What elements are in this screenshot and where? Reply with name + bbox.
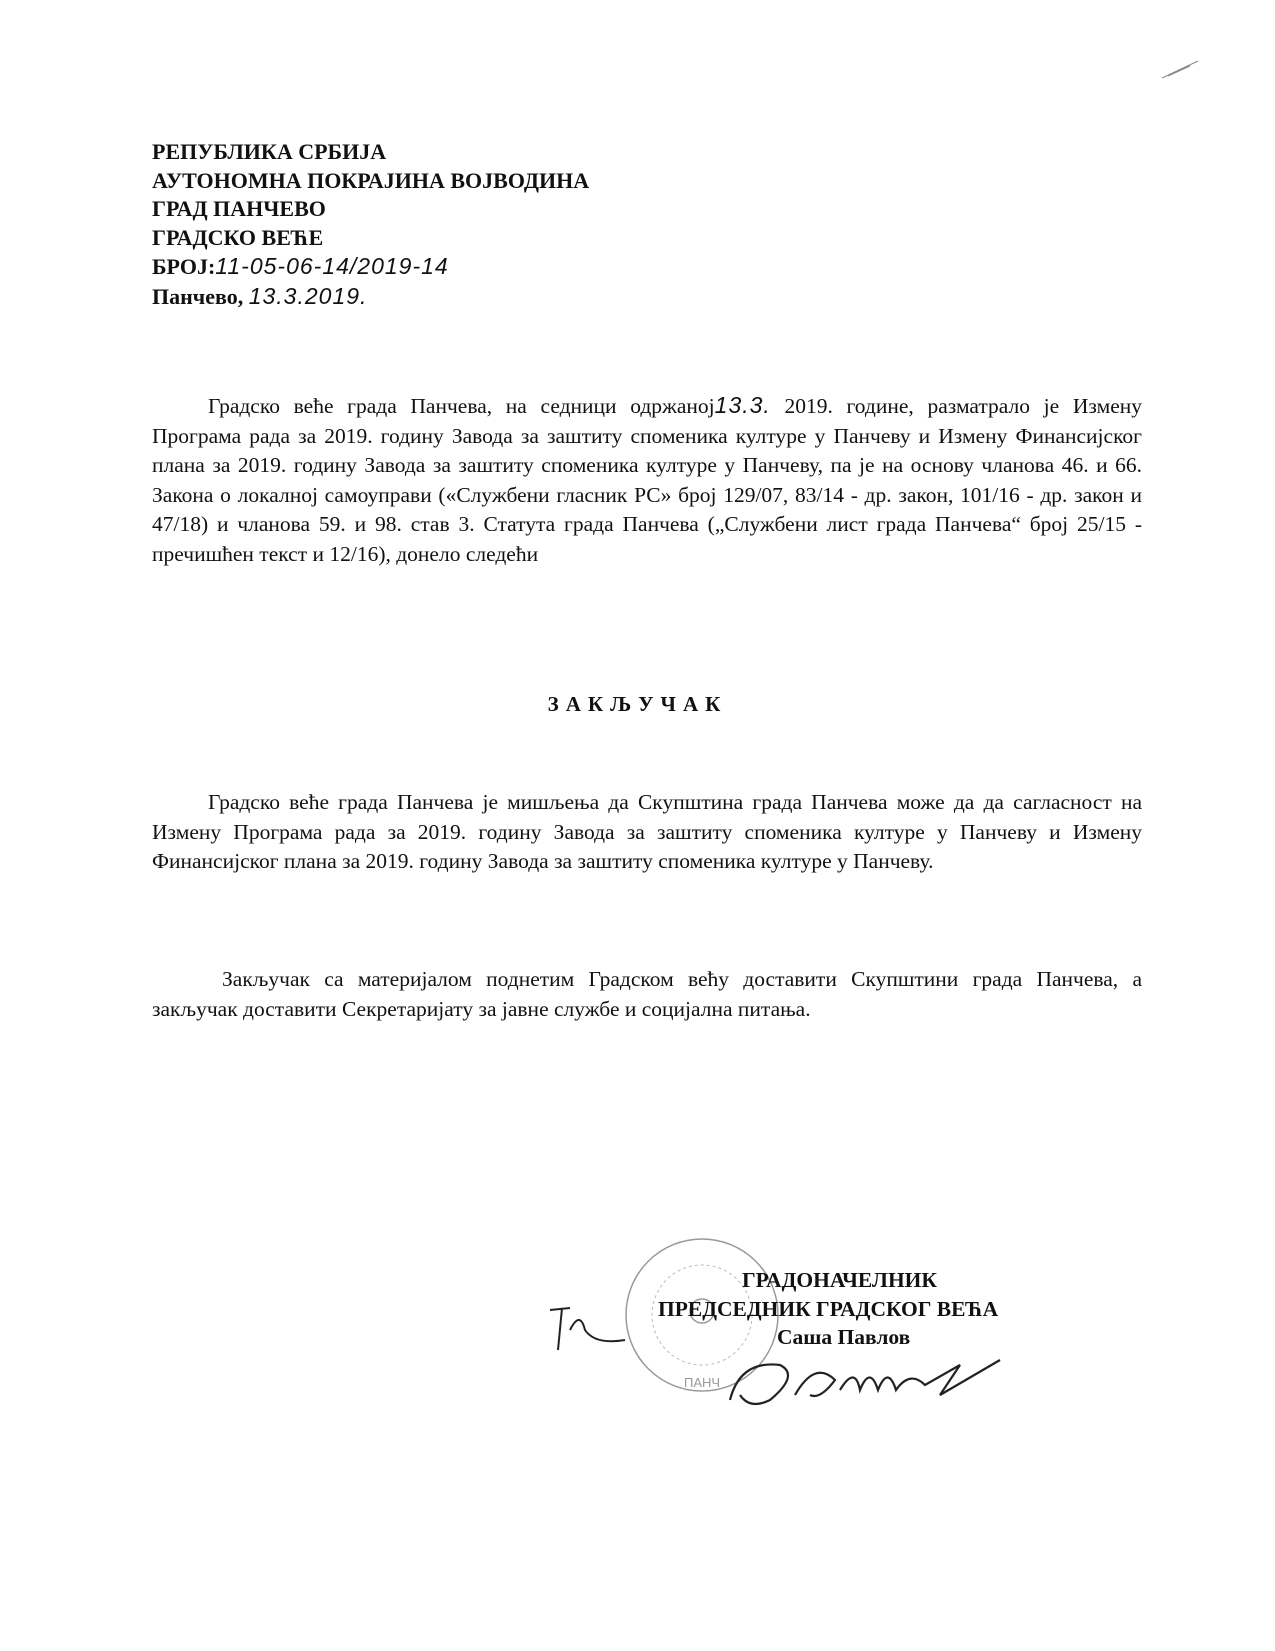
signatory-role-president: ПРЕДСЕДНИК ГРАДСКОГ ВЕЋА — [658, 1297, 999, 1321]
handwritten-signature — [720, 1350, 1010, 1415]
intro-text: Градско веће града Панчева, на седници одржаној — [208, 394, 715, 418]
intro-paragraph — [152, 391, 1142, 569]
date-handwritten: 13.3.2019. — [248, 282, 368, 309]
document-number — [152, 252, 589, 282]
delivery-text: Закључак са материјалом поднетим Градском већу доставити Скупштини града Панчева, а закључак доставити Секретаријату за јавне службе и социјална питања. — [152, 967, 1142, 1021]
number-handwritten: 11-05-06-14/2019-14 — [215, 253, 449, 279]
header-line: ГРАД ПАНЧЕВО — [152, 196, 326, 221]
document-header — [152, 138, 589, 311]
signatory-role-mayor: ГРАДОНАЧЕЛНИК — [742, 1268, 937, 1292]
delivery-paragraph — [152, 965, 1142, 1024]
conclusion-paragraph — [152, 788, 1142, 877]
signatory-name: Саша Павлов — [777, 1325, 911, 1349]
intro-text-cont: 2019. године, разматрало је Измену Програма рада за 2019. годину Завода за заштиту споменика културе у Панчеву и Измену Финансијског плана за 2019. годину Завода за заштиту споменика културе у Панчеву, па је на основу чланова 46. и 66. Закона о локалној самоуправи («Службени гласник РС» број 129/07, 83/14 - др. закон, 101/16 - др. закон и 47/18) и чланова 59. и 98. став 3. Статута града Панчева („Службени лист града Панчева“ број 25/15 - пречишћен текст и 12/16), донело следећи — [152, 394, 1142, 566]
header-line: РЕПУБЛИКА СРБИЈА — [152, 139, 387, 164]
pen-mark — [1160, 58, 1200, 80]
number-label: БРОЈ: — [152, 254, 216, 279]
session-date-handwritten: 13.3. — [714, 392, 771, 418]
svg-text:ПАНЧ: ПАНЧ — [684, 1375, 721, 1390]
initials-signature — [540, 1300, 630, 1360]
header-line: ГРАДСКО ВЕЋЕ — [152, 224, 324, 250]
document-place-date — [152, 282, 589, 312]
document-title: ЗАКЉУЧАК — [547, 692, 728, 716]
header-line: АУТОНОМНА ПОКРАЈИНА ВОЈВОДИНА — [152, 167, 590, 193]
conclusion-text: Градско веће града Панчева је мишљења да Скупштина града Панчева може да да сагласност на Измену Програма рада за 2019. годину Завода за заштиту споменика културе у Панчеву и Измену Финансијског плана за 2019. годину Завода за заштиту споменика културе у Панчеву. — [152, 790, 1142, 873]
place-label: Панчево, — [152, 283, 244, 309]
